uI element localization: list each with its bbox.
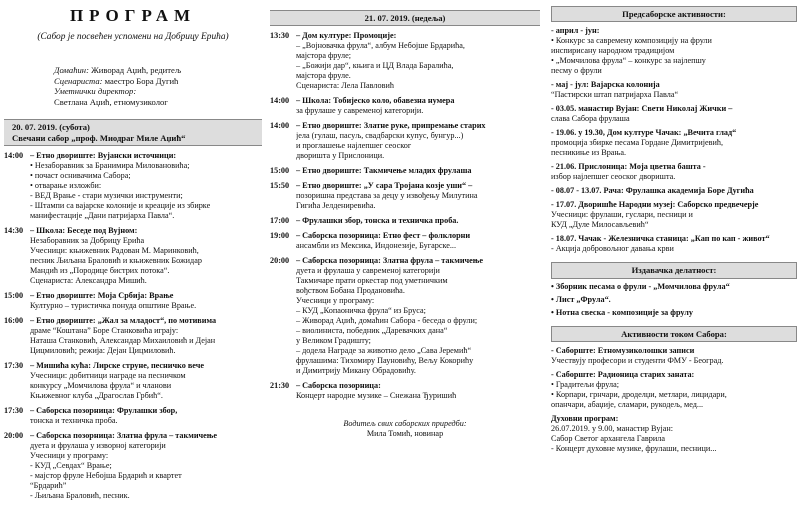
event-line: конкурсу „Момчилова фрула“ и чланови [30, 381, 172, 391]
event-line: – Живорад Аџић, домаћин Сабора - беседа о фрули; [296, 316, 478, 326]
credit-line [54, 65, 262, 75]
event-line: – Школа: Тобијеско коло, обавезна нумера [296, 96, 455, 106]
credit-line [54, 76, 262, 86]
event-line: - КУД „Севдах“ Врање; [30, 461, 112, 471]
activity-line: Духовни програм: [551, 414, 619, 424]
event-line: – Дом културе: Промоције: [296, 31, 397, 41]
activity-line: песникиње из Врања. [551, 148, 627, 158]
event-line: Незаборавник за Добрицу Ерића [30, 236, 145, 246]
program-event [270, 166, 540, 176]
publication-item: • Зборник песама о фрули - „Момчилова фрула“ [551, 281, 730, 291]
activity-line: слава Сабора фрулаша [551, 114, 630, 124]
program-event [270, 31, 540, 91]
event-line: дуета и фрулаша у изворној категорији [30, 441, 166, 451]
event-line: – КУД „Копаоничка фрула“ из Бруса; [296, 306, 426, 316]
program-event [4, 291, 262, 311]
event-line: Учесници у програму: [296, 296, 375, 306]
activity-item [551, 162, 797, 182]
event-line: Наташа Станковић, Александар Михаиловић и Дејан [30, 336, 216, 346]
day1-events [4, 151, 262, 501]
program-event [270, 216, 540, 226]
activity-line: опанчари, абаџије, сламари, рукодељ, мед... [551, 400, 704, 410]
event-line: - Штампи са вајарске колоније и креације из збирке [30, 201, 211, 211]
program-event [4, 151, 262, 221]
column-middle [270, 0, 540, 525]
event-time: 19:00 [270, 231, 290, 241]
activity-item [551, 104, 797, 124]
activity-line: - Саборште: Радионица старих заната: [551, 370, 695, 380]
activity-line: • Конкурс за савремену композицију на фрули [551, 36, 712, 46]
activity-item [551, 80, 797, 100]
event-line: Гигића Јелдениревића. [296, 201, 376, 211]
event-time: 14:00 [270, 121, 290, 131]
event-time: 17:30 [4, 361, 24, 371]
program-event [270, 381, 540, 401]
event-line: - ВЕД Врање - стари музички инструменти; [30, 191, 183, 201]
column-right [551, 0, 797, 525]
event-line: – „Божији дар“, књига и ЦД Влада Баралића, [296, 61, 454, 71]
event-line: – Етно двориште: Златне руке, припремање старих [296, 121, 486, 131]
event-line: Књижевног клуба „Драгослав Грбић“. [30, 391, 163, 401]
activity-item [551, 200, 797, 230]
activity-line: - 18.07. Чачак - Железничка станица: „Кап по кап - живот“ [551, 234, 770, 244]
event-line: • отварање изложби: [30, 181, 102, 191]
event-line: – Саборска позорница: [296, 381, 381, 391]
activities-header: Активности током Сабора: [551, 326, 797, 342]
event-line: Учесници: добитници награде на песничком [30, 371, 186, 381]
event-line: и проглашење најлепшег сеоског [296, 141, 412, 151]
credit-role: Сценариста: [54, 75, 103, 86]
day1-header [4, 119, 262, 146]
pre-activities-list [551, 26, 797, 254]
event-line: Мандић из „Породице бистрих потока“. [30, 266, 170, 276]
event-line: – Саборска позорница: Златна фрула – такмичење [296, 256, 483, 266]
day1-title: Свечани сабор „проф. Миодраг Миле Аџић“ [12, 132, 186, 143]
event-line: – „Војновачка фрула“, албум Небојше Брдарића, [296, 41, 465, 51]
activity-line: - 08.07 - 13.07. Рача: Фрулашка академија Боре Дугића [551, 186, 754, 196]
event-line: драме “Коштана” Боре Станковића играју: [30, 326, 179, 336]
activities-list [551, 346, 797, 454]
credit-person: Светлана Аџић, етномузиколог [54, 96, 168, 107]
publication-item: • Нотна свеска - композиције за фрулу [551, 307, 693, 317]
event-line: – Етно двориште: Моја Србија: Врање [30, 291, 174, 301]
activity-line: • „Момчилова фрула“ – конкурс за најлепшу [551, 56, 706, 66]
event-line: јела (гулаш, пасуљ, свадбарски купус, бунгур...) [296, 131, 464, 141]
activity-line: песму о фрули [551, 66, 602, 76]
event-line: “Брдарић” [30, 481, 67, 491]
event-line: - мајстор фруле Небојша Брдарић и квартет [30, 471, 182, 481]
event-line: – Саборска позорница: Златна фрула – такмичење [30, 431, 217, 441]
event-body [296, 216, 540, 226]
event-time: 15:00 [4, 291, 24, 301]
activity-line: Сабор Светог архангела Гаврила [551, 434, 665, 444]
activity-line: “Пастирски штап патријарха Павла“ [551, 90, 679, 100]
footer-name: Мила Томић, новинар [366, 429, 444, 439]
activity-line: - Концерт духовне музике, фрулаши, песници... [551, 444, 717, 454]
day2-header: 21. 07. 2019. (недеља) [270, 10, 540, 26]
event-line: • почаст оснивачима Сабора; [30, 171, 131, 181]
activity-line: - 21.06. Прислоница: Моја цветна башта - [551, 162, 706, 172]
event-body [296, 31, 540, 91]
event-time: 15:00 [270, 166, 290, 176]
event-line: тонска и техничка проба. [30, 416, 118, 426]
event-line: Цицмиловић; режија: Дејан Цицмиловић. [30, 346, 176, 356]
credit-line [54, 86, 262, 96]
credit-person: Живорад Аџић, редитељ [88, 65, 182, 76]
program-event [270, 96, 540, 116]
event-line: у Великом Градишту; [296, 336, 371, 346]
event-line: Концерт народне музике – Снежана Ђуришић [296, 391, 457, 401]
program-event [270, 121, 540, 161]
activity-item [551, 26, 797, 76]
activity-line: - април - јун: [551, 26, 600, 36]
activity-line: - 19.06. у 19.30, Дом културе Чачак: „Вечита глад“ [551, 128, 737, 138]
event-line: – Школа: Беседе под Вујном: [30, 226, 138, 236]
activity-line: избор најлепшег сеоског дворишта. [551, 172, 676, 182]
event-line: ансамбли из Мексика, Индонезије, Бугарске... [296, 241, 457, 251]
activity-item [551, 234, 797, 254]
program-event [4, 226, 262, 286]
event-line: манифестације „Дани патријарха Павла“. [30, 211, 175, 221]
column-left [4, 0, 262, 525]
activity-line: - Акција добровољног давања крви [551, 244, 674, 254]
activity-line: - 17.07. Дворишће Народни музеј: Саборско предвечерје [551, 200, 759, 210]
event-body [30, 406, 262, 426]
program-event [270, 256, 540, 376]
footer-role: Водитељ свих саборских приредби: [343, 419, 467, 429]
event-body [30, 431, 262, 501]
event-time: 17:00 [270, 216, 290, 226]
event-time: 16:00 [4, 316, 24, 326]
event-body [296, 381, 540, 401]
event-body [296, 96, 540, 116]
program-event [270, 181, 540, 211]
program-event [270, 231, 540, 251]
event-line: Такмичаре прати оркестар под уметничким [296, 276, 448, 286]
program-event [4, 431, 262, 501]
program-event [4, 361, 262, 401]
event-body [30, 226, 262, 286]
activity-line: • Корпари, грнчари, дроделџи, метлари, лицидари, [551, 390, 727, 400]
credits-block [54, 65, 262, 107]
event-time: 14:00 [270, 96, 290, 106]
activity-item [551, 346, 797, 366]
event-body [296, 231, 540, 251]
event-line: – Етно двориште: „У сара Тројана козје уши“ – [296, 181, 473, 191]
event-line: – виолиниста, победник „Даревачких дана“ [296, 326, 448, 336]
footer-block [270, 419, 540, 439]
event-line: Учесници: књижевник Радован М. Маринковић, [30, 246, 199, 256]
program-subtitle: (Сабор је посвећен успомени на Добрицу Ерића) [37, 31, 229, 42]
event-time: 15:50 [270, 181, 290, 191]
event-line: мајстора фруле; [296, 51, 352, 61]
event-line: Сценариста: Лела Павловић [296, 81, 394, 91]
event-line: вођством Бобана Продановића. [296, 286, 405, 296]
event-line: и Димитрију Микану Обрадовићу. [296, 366, 416, 376]
event-body [30, 291, 262, 311]
activity-line: КУД „Дуле Милосављевић“ [551, 220, 649, 230]
day2-events [270, 31, 540, 401]
credit-person: маестро Бора Дугић [102, 75, 179, 86]
event-line: дворишта у Прислоници. [296, 151, 385, 161]
event-line: – Етно двориште: Вујански источници: [30, 151, 177, 161]
event-time: 14:00 [4, 151, 24, 161]
credit-role: Уметнички директор: [54, 86, 137, 97]
event-line: - Љиљана Браловић, песник. [30, 491, 130, 501]
event-line: – Етно двориште: Такмичење младих фрулаша [296, 166, 472, 176]
event-line: позоришна представа за децу у извођењу Милутина [296, 191, 478, 201]
activity-item [551, 186, 797, 196]
event-body [296, 256, 540, 376]
event-line: Учесници у програму: [30, 451, 109, 461]
event-line: за фрулаше у савременој категорији. [296, 106, 424, 116]
event-body [30, 316, 262, 356]
publishing-header: Издавачка делатност: [551, 262, 797, 278]
event-body [30, 151, 262, 221]
activity-line: инспирисану народном традицијом [551, 46, 675, 56]
activity-line: 26.07.2019. у 9.00, манастир Вујан: [551, 424, 674, 434]
event-line: – Саборска позорница: Фрулашки збор, [30, 406, 178, 416]
credit-line [54, 97, 262, 107]
event-line: – додела Награде за животно дело „Сава Јеремић“ [296, 346, 472, 356]
event-line: Културно – туристичка понуда општине Врање. [30, 301, 197, 311]
activity-item [551, 414, 797, 454]
event-line: – Фрулашки збор, тонска и техничка проба. [296, 216, 459, 226]
event-body [296, 181, 540, 211]
activity-line: - мај - јул: Вајарска колонија [551, 80, 660, 90]
event-body [30, 361, 262, 401]
event-time: 17:30 [4, 406, 24, 416]
publication-item: • Лист „Фрула“. [551, 294, 611, 304]
pre-activities-header: Предсаборске активности: [551, 6, 797, 22]
publishing-list [551, 282, 797, 318]
activity-line: - Саборште: Етномузиколошки записи [551, 346, 695, 356]
program-title: ПРОГРАМ [69, 6, 197, 25]
event-line: фрулашима: Тихомиру Пауновићу, Вељу Кокорићу [296, 356, 474, 366]
event-time: 20:00 [4, 431, 24, 441]
activity-item [551, 370, 797, 410]
activity-line: Учесници: фрулаши, гуслари, песници и [551, 210, 693, 220]
program-event [4, 316, 262, 356]
event-body [296, 166, 540, 176]
event-time: 20:00 [270, 256, 290, 266]
program-event [4, 406, 262, 426]
credit-role: Домаћин: [54, 65, 89, 76]
activity-line: - 03.05. манастир Вујан: Свети Николај Жички – [551, 104, 733, 114]
event-body [296, 121, 540, 161]
event-time: 13:30 [270, 31, 290, 41]
event-line: – Мишића кућа: Лирске струне, песничко вече [30, 361, 204, 371]
event-line: – Етно двориште: „Жал за младост“, по мотивима [30, 316, 217, 326]
activity-line: Учествују професори и студенти ФМУ - Београд. [551, 356, 724, 366]
activity-item [551, 128, 797, 158]
event-line: песник Љиљана Браловић и књижевник Божидар [30, 256, 202, 266]
day1-date: 20. 07. 2019. (субота) [12, 122, 90, 133]
event-line: Сценариста: Александра Мишић. [30, 276, 147, 286]
activity-line: промоција збирке песама Гордане Димитријевић, [551, 138, 724, 148]
event-time: 21:30 [270, 381, 290, 391]
event-line: мајстора фруле. [296, 71, 351, 81]
event-line: – Саборска позорница: Етно фест – фолклорни [296, 231, 471, 241]
event-line: дуета и фрулаша у савременој категорији [296, 266, 440, 276]
event-time: 14:30 [4, 226, 24, 236]
activity-line: • Градитељи фрула; [551, 380, 620, 390]
event-line: • Незаборавник за Бранимира Миловановића; [30, 161, 190, 171]
